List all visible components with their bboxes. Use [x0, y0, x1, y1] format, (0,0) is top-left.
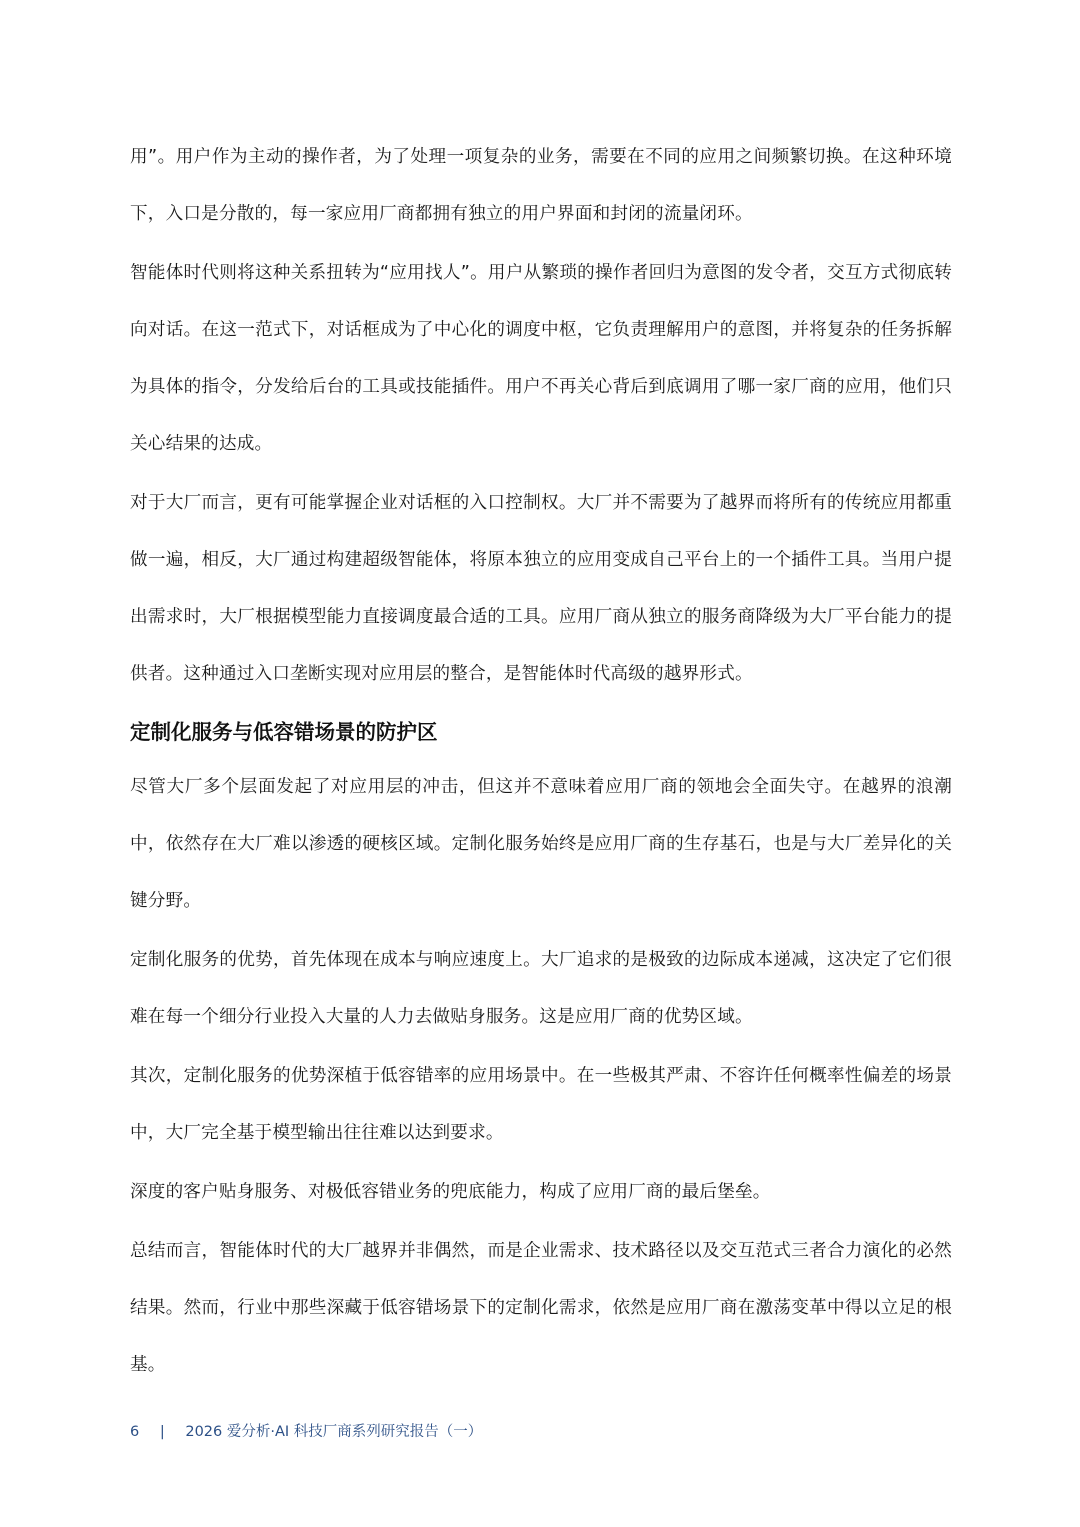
section-paragraph-4: 深度的客户贴身服务、对极低容错业务的兜底能力，构成了应用厂商的最后堡垒。 — [130, 1182, 771, 1202]
section-paragraph-3: 其次，定制化服务的优势深植于低容错率的应用场景中。在一些极其严肃、不容许任何概率性偏差的场景中，大厂完全基于模型输出往往难以达到要求。 — [130, 1066, 952, 1143]
section-paragraph-5: 总结而言，智能体时代的大厂越界并非偶然，而是企业需求、技术路径以及交互范式三者合力演化的必然结果。然而，行业中那些深藏于低容错场景下的定制化需求，依然是应用厂商在激荡变革中得以立足的根基。 — [130, 1241, 952, 1375]
section-paragraph-2: 定制化服务的优势，首先体现在成本与响应速度上。大厂追求的是极致的边际成本递减，这决定了它们很难在每一个细分行业投入大量的人力去做贴身服务。这是应用厂商的优势区域。 — [130, 950, 952, 1027]
body-paragraph-3: 对于大厂而言，更有可能掌握企业对话框的入口控制权。大厂并不需要为了越界而将所有的传统应用都重做一遍，相反，大厂通过构建超级智能体，将原本独立的应用变成自己平台上的一个插件工具。当用户提出需求时，大厂根据模型能力直接调度最合适的工具。应用厂商从独立的服务商降级为大厂平台能力的提供者。这种通过入口垄断实现对应用层的整合，是智能体时代高级的越界形式。 — [130, 493, 952, 684]
section-heading: 定制化服务与低容错场景的防护区 — [130, 720, 438, 744]
body-paragraph-2: 智能体时代则将这种关系扭转为“应用找人”。用户从繁琐的操作者回归为意图的发令者，交互方式彻底转向对话。在这一范式下，对话框成为了中心化的调度中枢，它负责理解用户的意图，并将复杂的任务拆解为具体的指令，分发给后台的工具或技能插件。用户不再关心背后到底调用了哪一家厂商的应用，他们只关心结果的达成。 — [130, 263, 952, 454]
footer-separator: | — [159, 1424, 165, 1440]
page-footer — [130, 1420, 482, 1441]
section-paragraph-1: 尽管大厂多个层面发起了对应用层的冲击，但这并不意味着应用厂商的领地会全面失守。在越界的浪潮中，依然存在大厂难以渗透的硬核区域。定制化服务始终是应用厂商的生存基石，也是与大厂差异化的关键分野。 — [130, 777, 952, 911]
body-paragraph-1: 用”。用户作为主动的操作者，为了处理一项复杂的业务，需要在不同的应用之间频繁切换。在这种环境下，入口是分散的，每一家应用厂商都拥有独立的用户界面和封闭的流量闭环。 — [130, 147, 952, 224]
page-number: 6 — [130, 1424, 140, 1440]
report-title: 2026 爱分析·AI 科技厂商系列研究报告（一） — [185, 1424, 483, 1440]
document-body — [130, 129, 952, 1396]
